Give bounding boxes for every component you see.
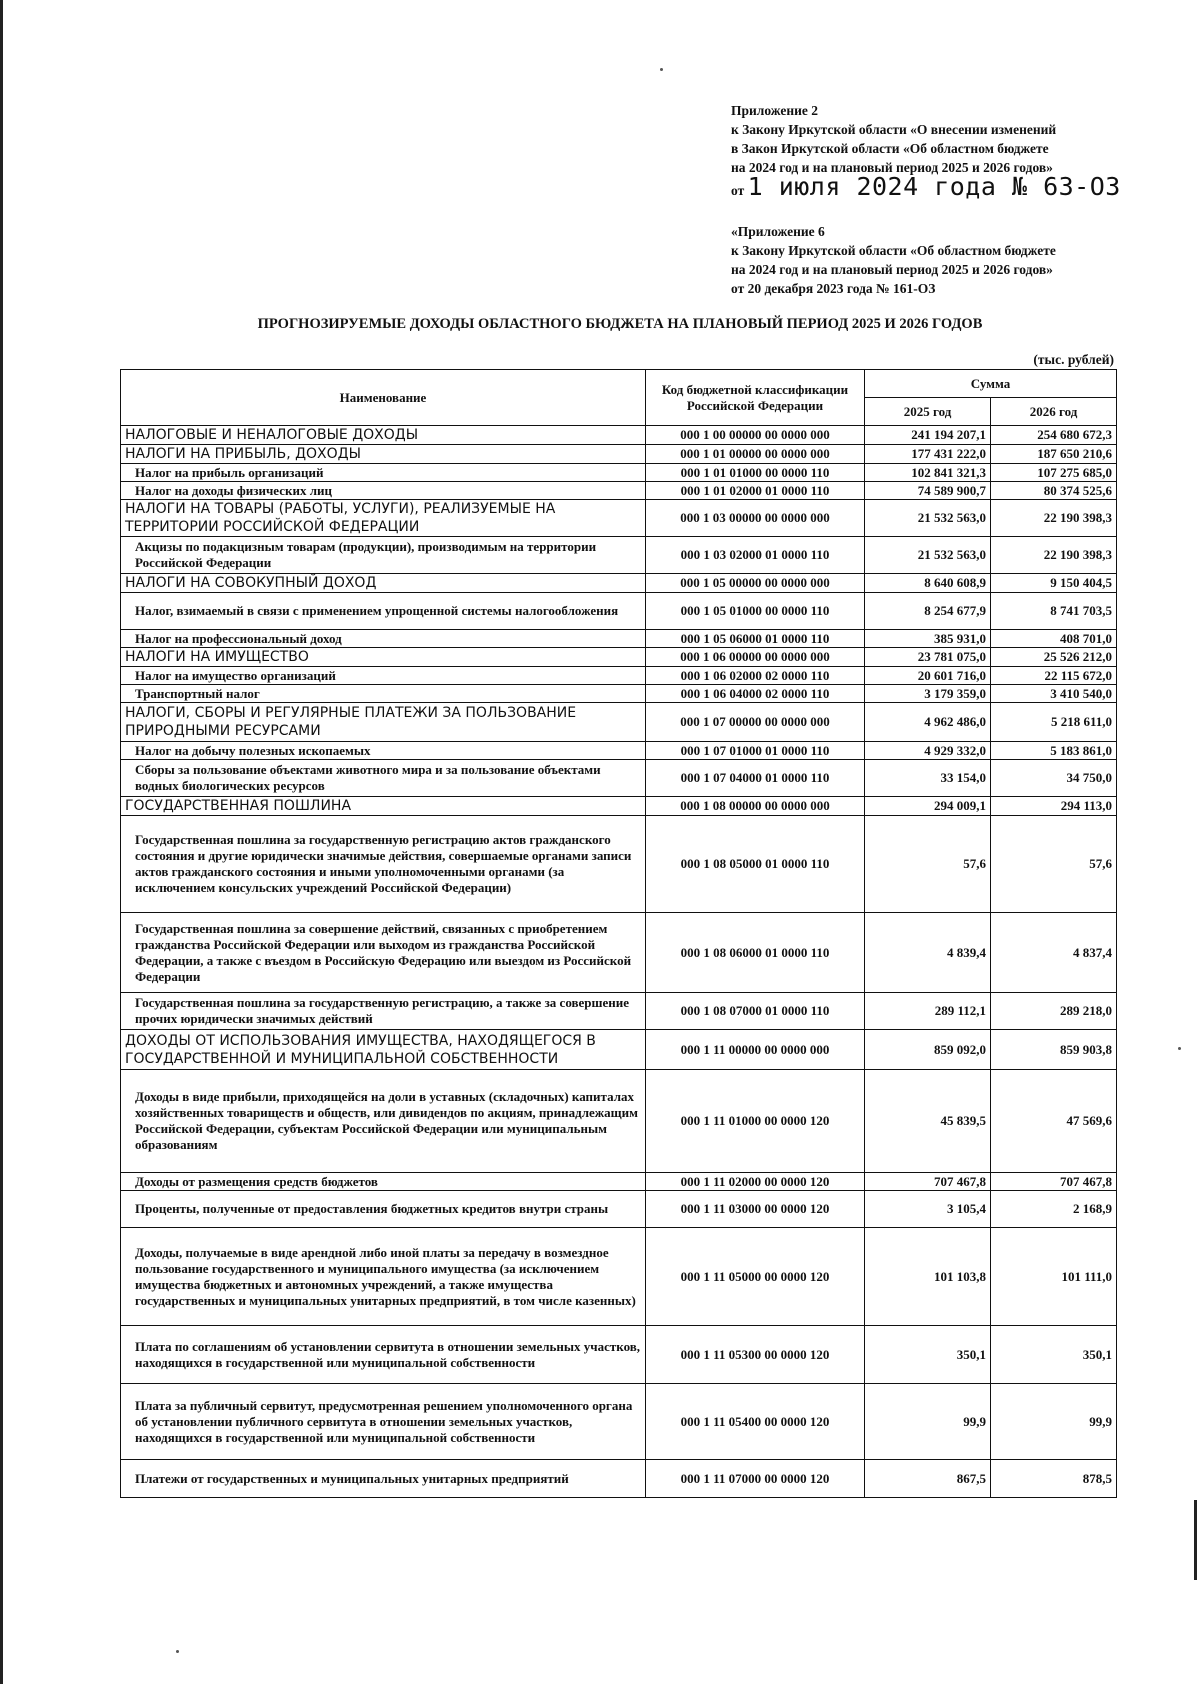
row-value-2025-cell: 4 929 332,0 [865,742,991,760]
row-name-cell: НАЛОГОВЫЕ И НЕНАЛОГОВЫЕ ДОХОДЫ [121,426,646,445]
row-value-2026-cell: 254 680 672,3 [991,426,1117,445]
row-value-2025-cell: 294 009,1 [865,797,991,816]
row-name-cell: Налог на имущество организаций [121,667,646,685]
row-value-2025-cell: 74 589 900,7 [865,482,991,500]
row-code-cell: 000 1 11 05400 00 0000 120 [646,1384,865,1460]
table-row [121,685,1117,703]
row-value-2025-cell: 867,5 [865,1460,991,1498]
row-code-cell: 000 1 03 00000 00 0000 000 [646,500,865,537]
row-value-2025-cell: 3 179 359,0 [865,685,991,703]
row-code-cell: 000 1 03 02000 01 0000 110 [646,537,865,574]
row-value-2026-cell: 25 526 212,0 [991,648,1117,667]
revenue-table [120,369,1117,1498]
row-code-cell: 000 1 08 07000 01 0000 110 [646,993,865,1030]
table-row [121,797,1117,816]
row-value-2025-cell: 102 841 321,3 [865,464,991,482]
appendix-2-line: Приложение 2 [731,103,819,118]
row-code-cell: 000 1 06 04000 02 0000 110 [646,685,865,703]
row-value-2026-cell: 9 150 404,5 [991,574,1117,593]
row-code-cell: 000 1 01 01000 00 0000 110 [646,464,865,482]
row-name-cell: НАЛОГИ НА ПРИБЫЛЬ, ДОХОДЫ [121,445,646,464]
table-body [121,426,1117,1498]
row-code-cell: 000 1 05 06000 01 0000 110 [646,630,865,648]
column-header-code: Код бюджетной классификации Российской Федерации [646,370,865,426]
row-code-cell: 000 1 11 02000 00 0000 120 [646,1173,865,1191]
table-row [121,482,1117,500]
table-row [121,742,1117,760]
row-value-2025-cell: 4 839,4 [865,913,991,993]
table-row [121,1173,1117,1191]
row-code-cell: 000 1 11 00000 00 0000 000 [646,1030,865,1070]
row-code-cell: 000 1 11 05300 00 0000 120 [646,1326,865,1384]
row-name-cell: Сборы за пользование объектами животного мира и за пользование объектами водных биологических ресурсов [121,760,646,797]
table-row [121,913,1117,993]
row-code-cell: 000 1 11 03000 00 0000 120 [646,1191,865,1228]
row-value-2026-cell: 101 111,0 [991,1228,1117,1326]
row-value-2026-cell: 2 168,9 [991,1191,1117,1228]
row-name-cell: Государственная пошлина за государственную регистрацию актов гражданского состояния и другие юридически значимые действия, совершаемые органами записи актов гражданского состояния и иными уполномоченными органами (за исключением консульских учреждений Российской Федерации) [121,816,646,913]
date-prefix: от [731,183,745,198]
row-value-2026-cell: 350,1 [991,1326,1117,1384]
row-value-2025-cell: 350,1 [865,1326,991,1384]
table-row [121,1030,1117,1070]
row-value-2025-cell: 57,6 [865,816,991,913]
table-row [121,1460,1117,1498]
table-row [121,464,1117,482]
row-value-2025-cell: 177 431 222,0 [865,445,991,464]
row-code-cell: 000 1 08 05000 01 0000 110 [646,816,865,913]
row-value-2026-cell: 5 218 611,0 [991,703,1117,742]
row-name-cell: Доходы в виде прибыли, приходящейся на доли в уставных (складочных) капиталах хозяйственных товариществ и обществ, или дивидендов по акциям, принадлежащим Российской Федерации, субъектам Российской Федерации или муниципальным образованиям [121,1070,646,1173]
row-code-cell: 000 1 07 01000 01 0000 110 [646,742,865,760]
law-date-line [731,172,1131,201]
scan-speck [660,68,663,71]
row-name-cell: ДОХОДЫ ОТ ИСПОЛЬЗОВАНИЯ ИМУЩЕСТВА, НАХОДЯЩЕГОСЯ В ГОСУДАРСТВЕННОЙ И МУНИЦИПАЛЬНОЙ СОБСТВЕННОСТИ [121,1030,646,1070]
appendix-2-line: в Закон Иркутской области «Об областном бюджете [731,141,1049,156]
row-name-cell: НАЛОГИ, СБОРЫ И РЕГУЛЯРНЫЕ ПЛАТЕЖИ ЗА ПОЛЬЗОВАНИЕ ПРИРОДНЫМИ РЕСУРСАМИ [121,703,646,742]
table-row [121,500,1117,537]
row-code-cell: 000 1 11 01000 00 0000 120 [646,1070,865,1173]
row-value-2025-cell: 3 105,4 [865,1191,991,1228]
column-header-sum: Сумма [865,370,1117,398]
row-value-2025-cell: 859 092,0 [865,1030,991,1070]
row-name-cell: Плата по соглашениям об установлении сервитута в отношении земельных участков, находящихся в государственной или муниципальной собственности [121,1326,646,1384]
table-row [121,760,1117,797]
row-value-2026-cell: 878,5 [991,1460,1117,1498]
row-value-2026-cell: 187 650 210,6 [991,445,1117,464]
row-value-2026-cell: 707 467,8 [991,1173,1117,1191]
row-name-cell: ГОСУДАРСТВЕННАЯ ПОШЛИНА [121,797,646,816]
row-name-cell: Налог на доходы физических лиц [121,482,646,500]
row-name-cell: Проценты, полученные от предоставления бюджетных кредитов внутри страны [121,1191,646,1228]
row-value-2026-cell: 408 701,0 [991,630,1117,648]
row-code-cell: 000 1 05 01000 00 0000 110 [646,593,865,630]
row-value-2025-cell: 289 112,1 [865,993,991,1030]
row-value-2026-cell: 99,9 [991,1384,1117,1460]
document-title: ПРОГНОЗИРУЕМЫЕ ДОХОДЫ ОБЛАСТНОГО БЮДЖЕТА НА ПЛАНОВЫЙ ПЕРИОД 2025 И 2026 ГОДОВ [257,316,983,332]
appendix-6-line: к Закону Иркутской области «Об областном бюджете [731,243,1056,258]
appendix-2-line: на 2024 год и на плановый период 2025 и 2026 годов» [731,160,1053,175]
row-value-2026-cell: 57,6 [991,816,1117,913]
appendix-6-line: на 2024 год и на плановый период 2025 и 2026 годов» [731,262,1053,277]
table-row [121,426,1117,445]
row-value-2025-cell: 241 194 207,1 [865,426,991,445]
row-value-2026-cell: 8 741 703,5 [991,593,1117,630]
row-value-2025-cell: 33 154,0 [865,760,991,797]
row-code-cell: 000 1 11 07000 00 0000 120 [646,1460,865,1498]
row-code-cell: 000 1 11 05000 00 0000 120 [646,1228,865,1326]
row-code-cell: 000 1 06 00000 00 0000 000 [646,648,865,667]
row-code-cell: 000 1 05 00000 00 0000 000 [646,574,865,593]
row-name-cell: НАЛОГИ НА ТОВАРЫ (РАБОТЫ, УСЛУГИ), РЕАЛИЗУЕМЫЕ НА ТЕРРИТОРИИ РОССИЙСКОЙ ФЕДЕРАЦИИ [121,500,646,537]
table-row [121,667,1117,685]
row-value-2026-cell: 34 750,0 [991,760,1117,797]
appendix-2-line: к Закону Иркутской области «О внесении изменений [731,122,1057,137]
units-label: (тыс. рублей) [1033,352,1114,367]
row-name-cell: Акцизы по подакцизным товарам (продукции), производимым на территории Российской Федерации [121,537,646,574]
table-row [121,445,1117,464]
appendix-6-header [731,222,1131,298]
table-row [121,537,1117,574]
row-value-2025-cell: 99,9 [865,1384,991,1460]
row-value-2026-cell: 107 275 685,0 [991,464,1117,482]
appendix-6-line: от 20 декабря 2023 года № 161-ОЗ [731,281,936,296]
table-row [121,630,1117,648]
scan-speck [1178,1047,1181,1050]
row-name-cell: Доходы, получаемые в виде арендной либо иной платы за передачу в возмездное пользование государственного и муниципального имущества (за исключением имущества бюджетных и автономных учреждений, а также имущества государственных и муниципальных унитарных предприятий, в том числе казенных) [121,1228,646,1326]
row-code-cell: 000 1 08 00000 00 0000 000 [646,797,865,816]
table-row [121,648,1117,667]
table-row [121,1070,1117,1173]
row-value-2025-cell: 8 254 677,9 [865,593,991,630]
column-header-2026: 2026 год [991,398,1117,426]
row-code-cell: 000 1 00 00000 00 0000 000 [646,426,865,445]
row-value-2025-cell: 21 532 563,0 [865,500,991,537]
row-value-2025-cell: 707 467,8 [865,1173,991,1191]
column-header-name: Наименование [121,370,646,426]
row-value-2026-cell: 859 903,8 [991,1030,1117,1070]
table-row [121,593,1117,630]
row-value-2026-cell: 4 837,4 [991,913,1117,993]
table-row [121,1228,1117,1326]
scan-speck [176,1650,179,1653]
scan-edge-mark [1194,1500,1197,1580]
row-name-cell: Транспортный налог [121,685,646,703]
row-code-cell: 000 1 06 02000 02 0000 110 [646,667,865,685]
row-code-cell: 000 1 07 04000 01 0000 110 [646,760,865,797]
table-row [121,1326,1117,1384]
row-value-2026-cell: 80 374 525,6 [991,482,1117,500]
row-name-cell: Государственная пошлина за совершение действий, связанных с приобретением гражданства Российской Федерации или выходом из гражданства Российской Федерации, а также с въездом в Российскую Федерацию или выездом из Российской Федерации [121,913,646,993]
row-value-2025-cell: 45 839,5 [865,1070,991,1173]
row-value-2026-cell: 22 115 672,0 [991,667,1117,685]
appendix-2-header [731,101,1131,200]
appendix-6-line: «Приложение 6 [731,224,825,239]
row-value-2026-cell: 22 190 398,3 [991,537,1117,574]
column-header-2025: 2025 год [865,398,991,426]
row-value-2025-cell: 8 640 608,9 [865,574,991,593]
row-name-cell: НАЛОГИ НА ИМУЩЕСТВО [121,648,646,667]
table-row [121,1384,1117,1460]
row-name-cell: Государственная пошлина за государственную регистрацию, а также за совершение прочих юридически значимых действий [121,993,646,1030]
row-name-cell: НАЛОГИ НА СОВОКУПНЫЙ ДОХОД [121,574,646,593]
row-code-cell: 000 1 08 06000 01 0000 110 [646,913,865,993]
row-name-cell: Доходы от размещения средств бюджетов [121,1173,646,1191]
row-name-cell: Налог, взимаемый в связи с применением упрощенной системы налогообложения [121,593,646,630]
row-value-2025-cell: 21 532 563,0 [865,537,991,574]
table-row [121,703,1117,742]
row-value-2025-cell: 101 103,8 [865,1228,991,1326]
row-code-cell: 000 1 01 02000 01 0000 110 [646,482,865,500]
row-code-cell: 000 1 07 00000 00 0000 000 [646,703,865,742]
row-value-2025-cell: 4 962 486,0 [865,703,991,742]
row-name-cell: Налог на профессиональный доход [121,630,646,648]
table-row [121,574,1117,593]
row-value-2025-cell: 20 601 716,0 [865,667,991,685]
row-value-2026-cell: 289 218,0 [991,993,1117,1030]
row-name-cell: Платежи от государственных и муниципальных унитарных предприятий [121,1460,646,1498]
row-value-2025-cell: 385 931,0 [865,630,991,648]
table-row [121,816,1117,913]
row-value-2026-cell: 5 183 861,0 [991,742,1117,760]
table-row [121,1191,1117,1228]
row-value-2026-cell: 47 569,6 [991,1070,1117,1173]
row-value-2025-cell: 23 781 075,0 [865,648,991,667]
row-value-2026-cell: 22 190 398,3 [991,500,1117,537]
law-date-typed: 1 июля 2024 года № 63-ОЗ [747,172,1121,201]
row-name-cell: Плата за публичный сервитут, предусмотренная решением уполномоченного органа об установлении публичного сервитута в отношении земельных участков, находящихся в государственной или муниципальной собственности [121,1384,646,1460]
scan-margin-line [0,0,3,1684]
row-name-cell: Налог на прибыль организаций [121,464,646,482]
row-code-cell: 000 1 01 00000 00 0000 000 [646,445,865,464]
row-name-cell: Налог на добычу полезных ископаемых [121,742,646,760]
row-value-2026-cell: 3 410 540,0 [991,685,1117,703]
row-value-2026-cell: 294 113,0 [991,797,1117,816]
table-row [121,993,1117,1030]
